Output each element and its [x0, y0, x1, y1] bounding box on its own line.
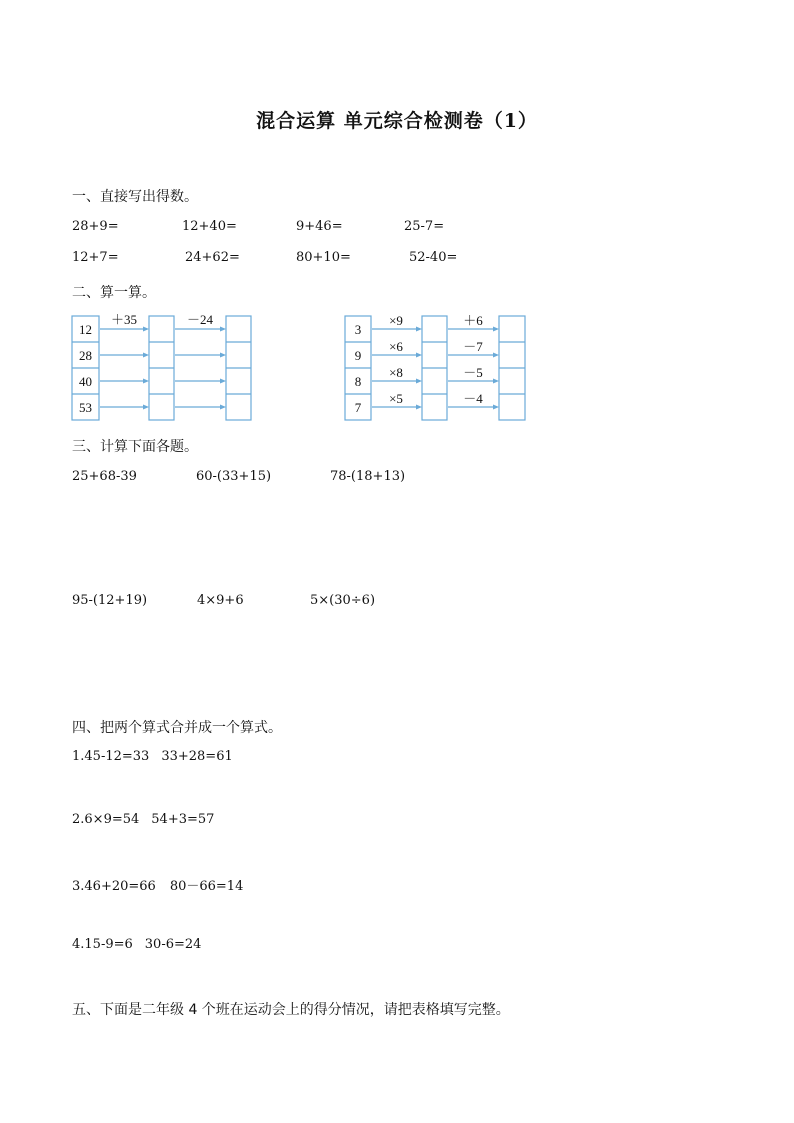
page-title: 混合运算 单元综合检测卷（1） — [256, 110, 538, 132]
section4-heading: 四、把两个算式合并成一个算式。 — [72, 720, 282, 736]
merge-item — [72, 875, 243, 894]
operation-label: ＋6 — [463, 313, 483, 328]
start-number: 8 — [354, 374, 362, 389]
start-number: 53 — [79, 400, 92, 415]
expression: 4×9+6 — [197, 593, 244, 608]
operation-label: ×9 — [389, 313, 403, 328]
operation-label: ×5 — [389, 391, 403, 406]
equation: 25-7= — [404, 219, 445, 234]
merge-item — [72, 812, 214, 827]
section5-heading: 五、下面是二年级 4 个班在运动会上的得分情况，请把表格填写完整。 — [72, 1002, 510, 1018]
operation-label: ×8 — [389, 365, 403, 380]
equation: 80+10= — [296, 250, 351, 265]
merge-item — [72, 749, 233, 764]
equation-b: 33+28=61 — [161, 749, 233, 764]
expression: 25+68-39 — [72, 469, 137, 484]
equation: 52-40= — [409, 250, 458, 265]
equation: 12+40= — [182, 219, 237, 234]
equation: 9+46= — [296, 219, 343, 234]
operation-label: ×6 — [389, 339, 403, 354]
equation: 12+7= — [72, 250, 119, 265]
operation-label: －4 — [463, 391, 483, 406]
start-number: 7 — [354, 400, 362, 415]
equation-b: 80－66=14 — [169, 879, 244, 894]
start-number: 12 — [79, 322, 92, 337]
equation: 24+62= — [185, 250, 240, 265]
expression: 78-(18+13) — [330, 469, 406, 484]
start-number: 3 — [354, 322, 362, 337]
operation-label: －24 — [186, 312, 214, 327]
operation-label: ＋35 — [110, 312, 138, 327]
section2-heading: 二、算一算。 — [72, 285, 156, 301]
right-flow-diagram — [345, 312, 535, 424]
left-flow-diagram — [72, 312, 262, 424]
start-number: 28 — [79, 348, 92, 363]
equation-b: 54+3=57 — [151, 812, 215, 827]
equation: 28+9= — [72, 219, 119, 234]
equation-a: 3.46+20=66 — [72, 879, 156, 894]
section1-heading: 一、直接写出得数。 — [72, 189, 198, 205]
operation-label: －5 — [463, 365, 483, 380]
operation-label: －7 — [463, 339, 483, 354]
equation-a: 2.6×9=54 — [72, 812, 140, 827]
expression: 95-(12+19) — [72, 593, 148, 608]
equation-b: 30-6=24 — [144, 937, 202, 952]
equation-a: 4.15-9=6 — [72, 937, 133, 952]
expression: 60-(33+15) — [196, 469, 272, 484]
start-number: 40 — [79, 374, 92, 389]
section3-heading: 三、计算下面各题。 — [72, 439, 198, 455]
expression: 5×(30÷6) — [310, 593, 376, 608]
merge-item — [72, 937, 201, 952]
start-number: 9 — [354, 348, 362, 363]
equation-a: 1.45-12=33 — [72, 749, 150, 764]
